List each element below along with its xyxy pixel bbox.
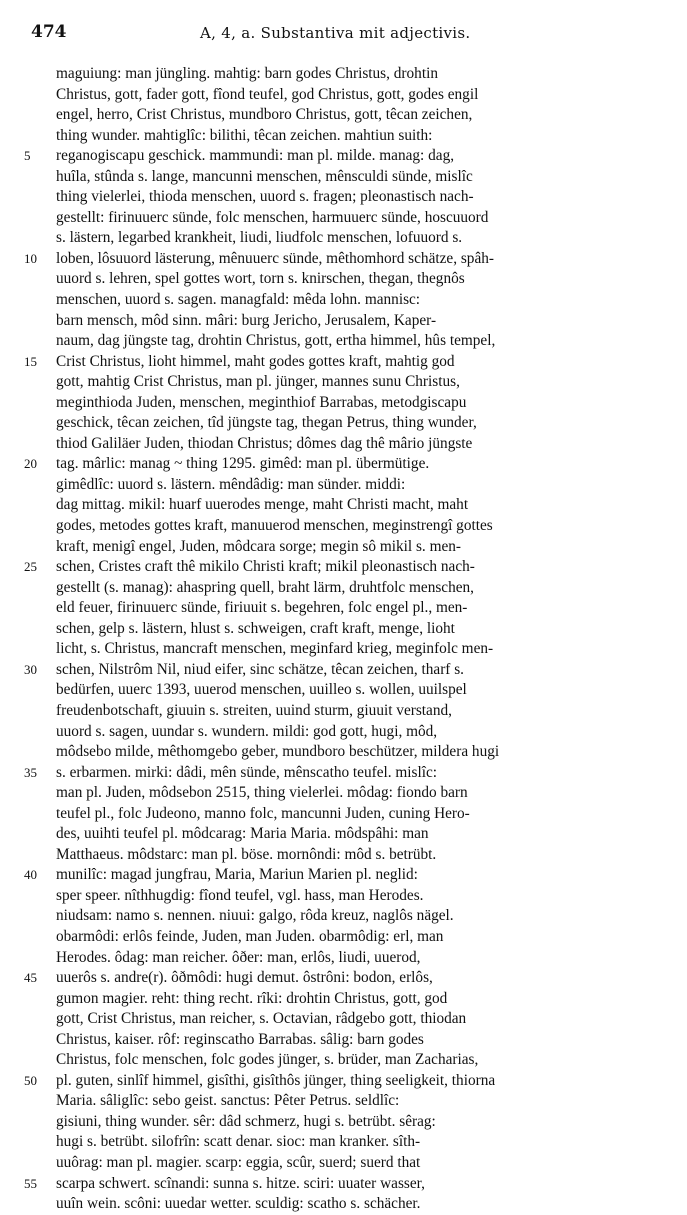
line-number: 15: [24, 353, 37, 369]
text-line: [0, 393, 687, 414]
line-text: bedürfen, uuerc 1393, uuerod menschen, uuilleo s. wollen, uuilspel: [56, 681, 467, 699]
line-text: huîla, stûnda s. lange, mancunni menschen, mênsculdi sünde, mislîc: [56, 167, 473, 185]
line-text: gott, Crist Christus, man reicher, s. Octavian, râdgebo gott, thiodan: [56, 1010, 467, 1028]
line-text: man pl. Juden, môdsebon 2515, thing vielerlei. môdag: fiondo barn: [56, 784, 468, 802]
line-text: loben, lôsuuord lästerung, mênuuerc sünde, mêthomhord schätze, spâh-: [56, 249, 494, 267]
text-line: [0, 557, 687, 578]
text-line: [0, 352, 687, 373]
text-line: [0, 85, 687, 106]
text-line: [0, 722, 687, 743]
text-line: [0, 968, 687, 989]
line-text: uuîn wein. scôni: uuedar wetter. sculdig: scatho s. schächer.: [56, 1195, 421, 1213]
text-line: [0, 804, 687, 825]
line-text: scarpa schwert. scînandi: sunna s. hitze. sciri: uuater wasser,: [56, 1174, 425, 1192]
line-text: barn mensch, môd sinn. mâri: burg Jericho, Jerusalem, Kaper-: [56, 311, 437, 329]
line-text: obarmôdi: erlôs feinde, Juden, man Juden. obarmôdig: erl, man: [56, 927, 444, 945]
text-line: [0, 331, 687, 352]
text-line: [0, 413, 687, 434]
text-line: [0, 311, 687, 332]
text-line: [0, 701, 687, 722]
page-number: 474: [31, 22, 67, 42]
text-line: [0, 1071, 687, 1092]
text-line: [0, 495, 687, 516]
text-line: [0, 1112, 687, 1133]
text-line: [0, 639, 687, 660]
text-line: [0, 1132, 687, 1153]
line-text: s. lästern, legarbed krankheit, liudi, liudfolc menschen, lofuuord s.: [56, 229, 463, 247]
line-text: Christus, gott, fader gott, fîond teufel, god Christus, gott, godes engil: [56, 85, 479, 103]
text-line: [0, 824, 687, 845]
text-line: [0, 906, 687, 927]
line-number: 35: [24, 764, 37, 780]
line-text: reganogiscapu geschick. mammundi: man pl. milde. manag: dag,: [56, 147, 455, 165]
line-text: uuôrag: man pl. magier. scarp: eggia, scûr, suerd; suerd that: [56, 1153, 421, 1171]
text-line: [0, 1153, 687, 1174]
line-text: gestellt (s. manag): ahaspring quell, braht lärm, druhtfolc menschen,: [56, 578, 474, 596]
line-text: schen, gelp s. lästern, hlust s. schweigen, craft kraft, menge, lioht: [56, 619, 455, 637]
line-text: gott, mahtig Crist Christus, man pl. jünger, mannes sunu Christus,: [56, 373, 460, 391]
line-text: uuord s. lehren, spel gottes wort, torn s. knirschen, thegan, thegnôs: [56, 270, 465, 288]
line-text: eld feuer, firinuuerc sünde, firiuuit s. begehren, folc engel pl., men-: [56, 599, 468, 617]
line-text: schen, Nilstrôm Nil, niud eifer, sinc schätze, têcan zeichen, tharf s.: [56, 660, 465, 678]
line-text: sper speer. nîthhugdig: fîond teufel, vgl. hass, man Herodes.: [56, 886, 424, 904]
line-number: 5: [24, 148, 31, 164]
text-line: [0, 578, 687, 599]
line-text: uuord s. sagen, uundar s. wundern. mildi: god gott, hugi, môd,: [56, 722, 438, 740]
text-line: [0, 598, 687, 619]
page-header: [0, 22, 687, 44]
text-line: [0, 1050, 687, 1071]
text-line: [0, 660, 687, 681]
line-text: gisiuni, thing wunder. sêr: dâd schmerz, hugi s. betrübt. sêrag:: [56, 1112, 436, 1130]
text-line: [0, 865, 687, 886]
text-line: [0, 516, 687, 537]
line-text: Crist Christus, lioht himmel, maht godes gottes kraft, mahtig god: [56, 352, 455, 370]
text-line: [0, 537, 687, 558]
text-line: [0, 680, 687, 701]
text-line: [0, 64, 687, 85]
line-text: gimêdlîc: uuord s. lästern. mêndâdig: man sünder. middi:: [56, 475, 406, 493]
text-line: [0, 126, 687, 147]
line-text: teufel pl., folc Judeono, manno folc, mancunni Juden, cuning Hero-: [56, 804, 470, 822]
line-text: licht, s. Christus, mancraft menschen, meginfard krieg, meginfolc men-: [56, 640, 494, 658]
text-line: [0, 372, 687, 393]
line-text: geschick, têcan zeichen, tîd jüngste tag, thegan Petrus, thing wunder,: [56, 414, 477, 432]
line-text: niudsam: namo s. nennen. niuui: galgo, rôda kreuz, naglôs nägel.: [56, 907, 454, 925]
line-text: Herodes. ôdag: man reicher. ôðer: man, erlôs, liudi, uuerod,: [56, 948, 421, 966]
text-line: [0, 249, 687, 270]
line-number: 45: [24, 970, 37, 986]
line-text: meginthioda Juden, menschen, meginthiof Barrabas, metodgiscapu: [56, 393, 467, 411]
line-number: 20: [24, 456, 37, 472]
line-text: gestellt: firinuuerc sünde, folc menschen, harmuuerc sünde, hoscuuord: [56, 208, 489, 226]
line-text: s. erbarmen. mirki: dâdi, mên sünde, mênscatho teufel. mislîc:: [56, 763, 438, 781]
text-line: [0, 146, 687, 167]
text-line: [0, 1030, 687, 1051]
line-number: 40: [24, 867, 37, 883]
text-line: [0, 1194, 687, 1215]
line-text: munilîc: magad jungfrau, Maria, Mariun Marien pl. neglid:: [56, 866, 418, 884]
text-line: [0, 742, 687, 763]
text-line: [0, 927, 687, 948]
line-text: dag mittag. mikil: huarf uuerodes menge, maht Christi macht, maht: [56, 496, 469, 514]
text-line: [0, 763, 687, 784]
line-number: 50: [24, 1072, 37, 1088]
line-text: Christus, folc menschen, folc godes jünger, s. brüder, man Zacharias,: [56, 1051, 479, 1069]
line-text: des, uuihti teufel pl. môdcarag: Maria Maria. môdspâhi: man: [56, 825, 429, 843]
glossary-body: [0, 64, 687, 1215]
text-line: [0, 1091, 687, 1112]
text-line: [0, 783, 687, 804]
line-text: thing wunder. mahtiglîc: bilithi, têcan zeichen. mahtiun suith:: [56, 126, 433, 144]
text-line: [0, 434, 687, 455]
text-line: [0, 619, 687, 640]
line-number: 25: [24, 559, 37, 575]
line-text: Maria. sâliglîc: sebo geist. sanctus: Pêter Petrus. seldlîc:: [56, 1092, 400, 1110]
text-line: [0, 208, 687, 229]
line-text: hugi s. betrübt. silofrîn: scatt denar. sioc: man kranker. sîth-: [56, 1133, 421, 1151]
text-line: [0, 1174, 687, 1195]
line-number: 10: [24, 250, 37, 266]
line-text: schen, Cristes craft thê mikilo Christi kraft; mikil pleonastisch nach-: [56, 558, 475, 576]
line-text: Christus, kaiser. rôf: reginscatho Barrabas. sâlig: barn godes: [56, 1030, 424, 1048]
line-text: Matthaeus. môdstarc: man pl. böse. mornôndi: môd s. betrübt.: [56, 845, 437, 863]
line-text: thing vielerlei, thioda menschen, uuord s. fragen; pleonastisch nach-: [56, 188, 474, 206]
line-text: godes, metodes gottes kraft, manuuerod menschen, meginstrengî gottes: [56, 517, 493, 535]
text-line: [0, 475, 687, 496]
line-text: môdsebo milde, mêthomgebo geber, mundboro beschützer, mildera hugi: [56, 743, 500, 761]
line-text: freudenbotschaft, giuuin s. streiten, uuind sturm, giuuit verstand,: [56, 701, 452, 719]
text-line: [0, 989, 687, 1010]
line-text: tag. mârlic: manag ~ thing 1295. gimêd: man pl. übermütige.: [56, 455, 430, 473]
text-line: [0, 948, 687, 969]
line-text: thiod Galiläer Juden, thiodan Christus; dômes dag thê mârio jüngste: [56, 434, 473, 452]
line-text: gumon magier. reht: thing recht. rîki: drohtin Christus, gott, god: [56, 989, 448, 1007]
text-line: [0, 105, 687, 126]
line-text: kraft, menigî engel, Juden, môdcara sorge; megin sô mikil s. men-: [56, 537, 461, 555]
running-head: A, 4, a. Substantiva mit adjectivis.: [200, 24, 471, 42]
line-text: pl. guten, sinlîf himmel, gisîthi, gisîthôs jünger, thing seeligkeit, thiorna: [56, 1071, 496, 1089]
line-text: menschen, uuord s. sagen. managfald: mêda lohn. mannisc:: [56, 291, 421, 309]
text-line: [0, 454, 687, 475]
text-line: [0, 269, 687, 290]
line-text: maguiung: man jüngling. mahtig: barn godes Christus, drohtin: [56, 65, 438, 82]
text-line: [0, 167, 687, 188]
text-line: [0, 845, 687, 866]
line-text: engel, herro, Crist Christus, mundboro Christus, gott, têcan zeichen,: [56, 106, 473, 124]
line-text: uuerôs s. andre(r). ôðmôdi: hugi demut. ôstrôni: bodon, erlôs,: [56, 969, 433, 987]
line-number: 55: [24, 1175, 37, 1191]
text-line: [0, 290, 687, 311]
text-line: [0, 187, 687, 208]
text-line: [0, 228, 687, 249]
text-line: [0, 1009, 687, 1030]
line-text: naum, dag jüngste tag, drohtin Christus, gott, ertha himmel, hûs tempel,: [56, 332, 496, 350]
text-line: [0, 886, 687, 907]
line-number: 30: [24, 661, 37, 677]
